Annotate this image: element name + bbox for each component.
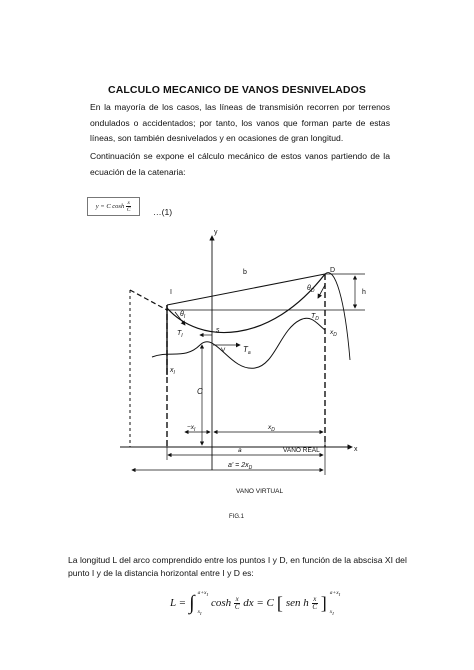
integral-limits	[198, 590, 208, 616]
eval-upper-limit: $a+x_I$	[329, 590, 341, 598]
tension-I-label: $T_I$	[177, 330, 183, 339]
catenary-curve	[167, 274, 325, 333]
vano-real-label: VANO REAL	[283, 447, 320, 454]
point-D-label: D	[330, 267, 336, 274]
equation-number: …(1)	[153, 207, 173, 217]
integral-sign: ∫	[189, 592, 195, 614]
catenary-intro-paragraph: Continuación se expone el cálculo mecánico de estos vanos partiendo de la ecuación de la catenaria:	[90, 151, 390, 177]
integrand-fraction	[234, 596, 240, 611]
tension-D-arrow	[318, 285, 325, 298]
bracket-num: x	[313, 594, 317, 603]
vano-virtual-label: VANO VIRTUAL	[236, 488, 284, 495]
evaluation-limits	[330, 590, 340, 616]
fraction-denominator: C	[126, 207, 131, 213]
theta-D-label: $\theta_D$	[307, 285, 315, 294]
bracket-den: C	[312, 602, 318, 611]
c-label: C	[197, 387, 203, 396]
a-prime-label: $a' = 2x_D$	[228, 462, 253, 471]
integrand-num: x	[235, 594, 239, 603]
chord-b-label: b	[243, 269, 247, 276]
catenary-extension	[325, 273, 350, 360]
eval-lower-limit: $x_I$	[329, 608, 334, 616]
fraction-numerator: x	[127, 200, 130, 206]
left-bracket: [	[276, 592, 283, 613]
xd-dim-label: $x_D$	[268, 424, 275, 433]
arc-length-equation	[170, 590, 340, 616]
xd-side-label: $x_D$	[330, 329, 337, 338]
tension-D-label: $T_D$	[311, 313, 319, 322]
integral-lower-limit: $x_I$	[197, 608, 202, 616]
virtual-span-dashed-left	[130, 290, 167, 310]
document-title: CALCULO MECANICO DE VANOS DESNIVELADOS	[108, 84, 366, 96]
integrand-cosh: cosh	[211, 597, 232, 609]
integral-upper-limit: $a+x_I$	[197, 590, 209, 598]
point-I-label: I	[170, 289, 172, 296]
bracket-body: sen h	[285, 597, 309, 609]
arc-s-label: s	[216, 327, 220, 334]
eq2-lhs: L =	[170, 597, 187, 609]
arc-length-paragraph: La longitud L del arco comprendido entre los puntos I y D, en función de la abscisa XI del punto I y de la distancia horizontal entre I y D es:	[68, 555, 407, 578]
xi-left-label: $x_I$	[170, 367, 175, 376]
a-label: a	[238, 447, 242, 454]
right-bracket: ]	[320, 592, 327, 613]
tension-a-label: $T_a$	[243, 345, 251, 356]
theta-I-label: $\theta_I$	[180, 311, 186, 320]
minus-xi-label: $-x_I$	[187, 424, 196, 433]
catenary-equation-lhs: y = C cosh	[95, 203, 125, 210]
x-axis-label: x	[354, 446, 358, 453]
eq2-dx: dx = C	[243, 597, 274, 609]
y-axis-label: y	[214, 229, 218, 236]
terrain-profile	[152, 318, 325, 368]
figure-caption: FIG.1	[229, 514, 245, 520]
vertex-V-label: V	[221, 347, 226, 354]
intro-paragraph: En la mayoría de los casos, las líneas de transmisión recorren por terrenos ondulados o accidentados; por tanto, los vanos que forman parte de estas líneas, son también desnivelados y en ocasiones de gran longitud.	[90, 102, 390, 144]
h-label: h	[362, 289, 366, 296]
integrand-den: C	[234, 602, 240, 611]
bracket-fraction	[312, 596, 318, 611]
